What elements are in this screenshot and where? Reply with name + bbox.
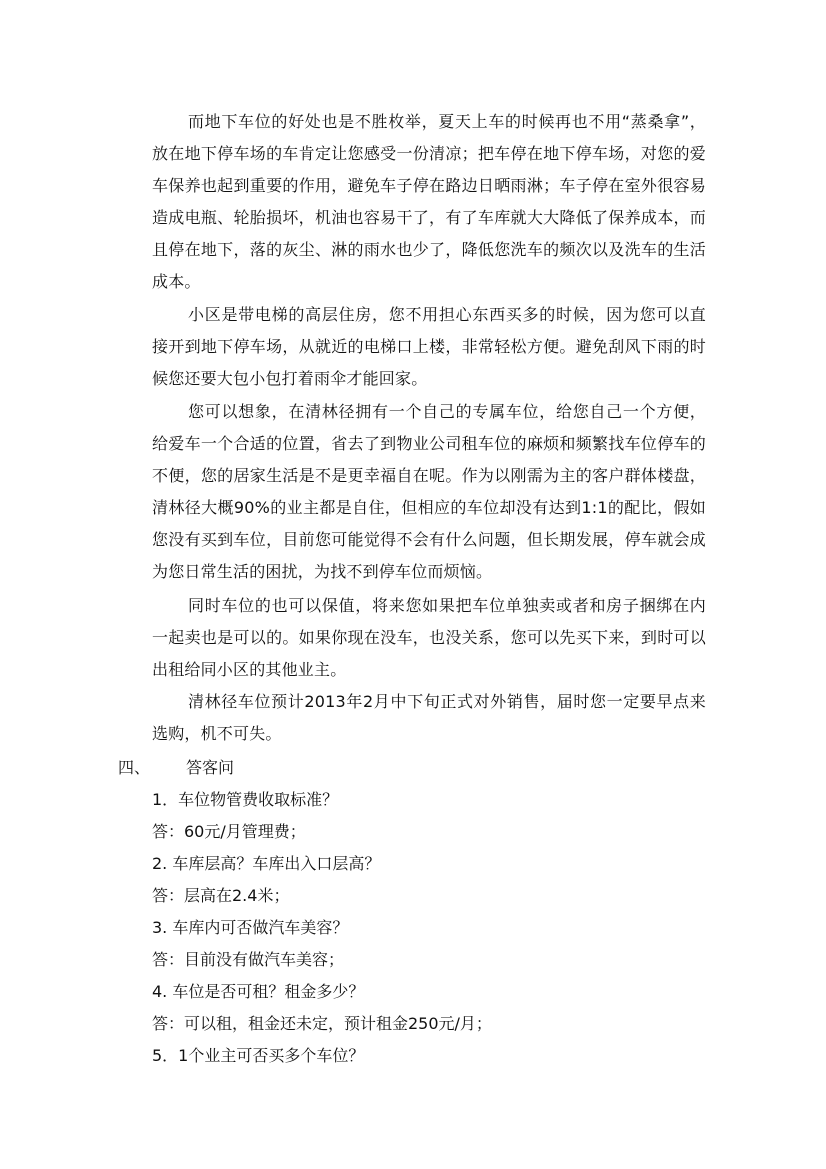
section-title: 答客问 [186, 758, 235, 777]
faq-question-4: 4. 车位是否可租？租金多少？ [152, 982, 365, 1001]
paragraph-underground-benefits: 而地下车位的好处也是不胜枚举，夏天上车的时候再也不用“蒸桑拿”，放在地下停车场的车肯定让您感受一份清凉；把车停在地下停车场，对您的爱车保养也起到重要的作用，避免车子停在路边日晒雨淋；车子停在室外很容易造成电瓶、轮胎损坏，机油也容易干了，有了车库就大大降低了保养成本，而且停在地下，落的灰尘、淋的雨水也少了，降低您洗车的频次以及洗车的生活成本。 [152, 112, 706, 291]
faq-answer-4: 答：可以租，租金还未定，预计租金250元/月； [152, 1014, 492, 1033]
paragraph-value-retention: 同时车位的也可以保值，将来您如果把车位单独卖或者和房子捆绑在内一起卖也是可以的。如果你现在没车，也没关系，您可以先买下来，到时可以出租给同小区的其他业主。 [152, 596, 706, 679]
paragraph-sale-schedule: 清林径车位预计2013年2月中下旬正式对外销售，届时您一定要早点来选购，机不可失。 [152, 692, 706, 743]
paragraph-elevator-access: 小区是带电梯的高层住房，您不用担心东西买多的时候，因为您可以直接开到地下停车场，从就近的电梯口上楼，非常轻松方便。避免刮风下雨的时候您还要大包小包打着雨伞才能回家。 [152, 305, 706, 388]
faq-question-3: 3. 车库内可否做汽车美容？ [152, 918, 349, 937]
faq-answer-1: 答：60元/月管理费； [152, 822, 306, 841]
faq-question-5: 5．1个业主可否买多个车位？ [152, 1046, 365, 1065]
faq-question-2: 2. 车库层高？车库出入口层高？ [152, 854, 381, 873]
section-number: 四、 [118, 758, 151, 777]
faq-question-1: 1．车位物管费收取标准？ [152, 790, 339, 809]
section-heading-faq [118, 752, 234, 784]
paragraph-private-parking: 您可以想象，在清林径拥有一个自己的专属车位，给您自己一个方便，给爱车一个合适的位置，省去了到物业公司租车位的麻烦和频繁找车位停车的不便，您的居家生活是不是更幸福自在呢。作为以刚需为主的客户群体楼盘，清林径大概90%的业主都是自住，但相应的车位却没有达到1:1的配比，假如您没有买到车位，目前您可能觉得不会有什么问题，但长期发展，停车就会成为您日常生活的困扰，为找不到停车位而烦恼。 [152, 402, 706, 581]
faq-answer-2: 答：层高在2.4米； [152, 886, 290, 905]
faq-answer-3: 答：目前没有做汽车美容； [152, 950, 345, 969]
